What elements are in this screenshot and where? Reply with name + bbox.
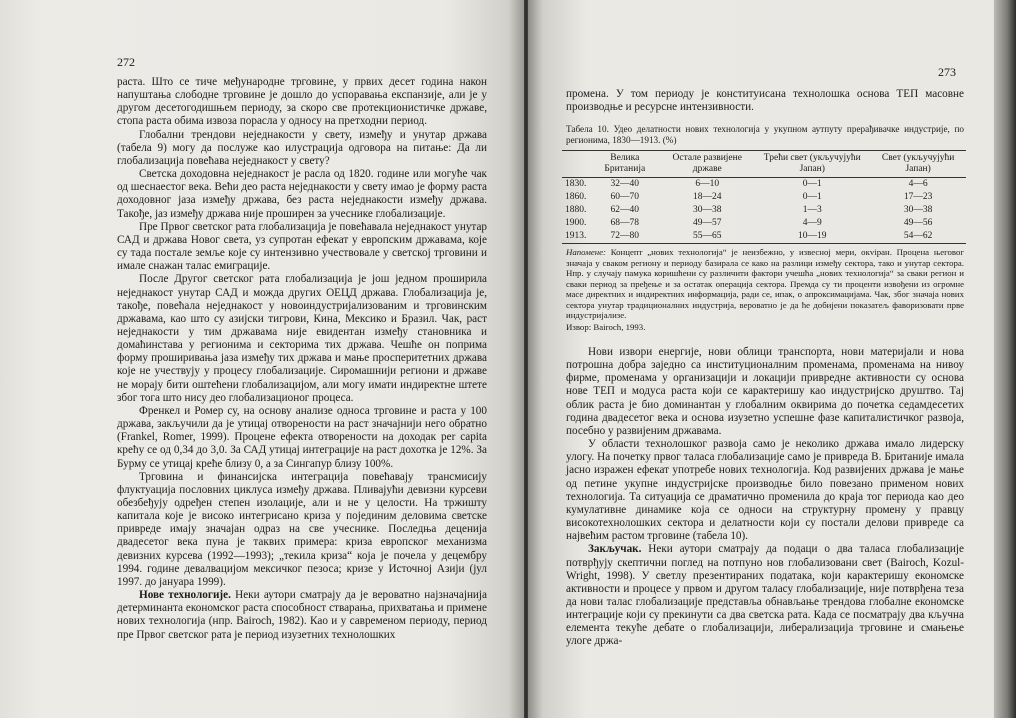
table-cell: 1—3 (802, 205, 822, 215)
table-cell: 0—1 (802, 192, 822, 202)
paragraph-text: Глобални трендови неједнакости у свету, између и унутар држава (табела 9) могу да послуже као илустрација одговора на питање: Да ли глобализација повећава неједнакост у свету? (117, 128, 487, 167)
table-cell: 49—56 (903, 218, 933, 228)
paragraph: промена. У том периоду је конституисана технолошка основа ТЕП масовне производње и ресурсне интензивности. (566, 88, 964, 114)
row-year: 1900. (565, 218, 587, 228)
paragraph-text: Френкел и Ромер су, на основу анализе односа трговине и раста у 100 држава, закључили да је утицај отворености на раст значајнији него обратно (Frankel, Romer, 1999). Процене ефекта отворености на доходак per capita крећу се од 0,34 до 3,0. За САД утицај интеграције на раст дохотка је 12%. За Бурму се утицај креће близу 0, а за Сингапур близу 100%. (117, 404, 487, 470)
section-heading: Нове технологије. (139, 589, 231, 602)
page-edge (994, 0, 1016, 718)
paragraph-text: Неки аутори сматрају да је вероватно најзначајнија детерминанта економског раста способност стварања, прихватања и примене нових технологија (нпр. Bairoch, 1982). Као и у савременом периоду, период пре Првог светског рата је период изузетних технолошких (117, 589, 487, 641)
table-cell: 6—10 (695, 179, 720, 189)
column-header: Трећи свет (укључујући Јапан) (754, 151, 870, 178)
table-cell: 10—19 (754, 230, 870, 244)
paragraph (117, 76, 487, 129)
right-page-body (566, 346, 964, 649)
table-row (562, 191, 966, 204)
table-cell: 62—40 (610, 205, 640, 215)
paragraph-text: У области технолошког развоја само је неколико држава имало лидерску улогу. На почетку првог таласа глобализације само је привреда В. Британије имала јасно изражен ефекат употребе нових технологија. Код развијених држава је мање од петине укупне индустријске производње било повезано применом нових технологија. Та ситуација се драматично променила до краја тог периода као део кумулативне динамике која се односи на структурну промену у правцу високотехнолошких сектора и делатности који су постали делови привреде са највећим растом трговине (табела 10). (566, 438, 964, 543)
row-year: 1880. (565, 205, 587, 215)
table-source: Извор: Bairoch, 1993. (566, 322, 646, 332)
paragraph (566, 543, 964, 648)
table-cell: 72—80 (589, 230, 660, 244)
table-body (562, 178, 966, 244)
column-header (562, 151, 589, 178)
paragraph-text: После Другог светског рата глобализација је још једном проширила неједнакост унутар САД и можда других ОЕЦД држава. Глобализација је, такође, повећала неједнакост у новоиндустријализованим и трговинским државама, као што су азијски тигрови, Кина, Мексико и Бразил. Чак, раст неједнакости у тим државама није евидентан између становника и домаћинстава у регионима и секторима тих држава. Чешће он поприма форму проширивања јаза између тих држава и мање просперитетних држава које не учествују у процесу глобализације. Сиромашнији региони и државе не морају бити оштећени глобализацијом, али могу имати индиректне штете због тога што нису део глобализационог процеса. (117, 273, 487, 404)
table-header-row (562, 151, 966, 178)
table-caption: Табела 10. Удео делатности нових технологија у укупном аутпуту прерађивачке индустрије, по регионима, 1830—1913. (%) (566, 124, 964, 145)
column-header: Свет (укључујући Јапан) (870, 151, 966, 178)
table-cell: 54—62 (870, 230, 966, 244)
paragraph (117, 471, 487, 589)
table-cell: 4—6 (908, 179, 928, 189)
table-cell: 55—65 (660, 230, 754, 244)
note-label: Напомене: (566, 247, 606, 257)
table-cell: 17—23 (903, 192, 933, 202)
table-row (562, 178, 966, 192)
paragraph-text: раста. Што се тиче међународне трговине, у првих десет година након напуштања слободне трговине је дошло до успоравања експанзије, али је у другом десетогодишњем периоду, за скоро све протекционистичке државе, стопа раста обима извоза порасла у односу на претходни период. (117, 76, 487, 128)
table-cell: 68—78 (610, 218, 640, 228)
paragraph-text: Пре Првог светског рата глобализација је повећавала неједнакост унутар САД и држава Новог света, уз супротан ефекат у европским државама, које су тада постале земље које су интензивно учествовале у светској трговини и имале снажан талас емиграције. (117, 220, 487, 273)
table-row (562, 204, 966, 217)
table-row (562, 217, 966, 230)
paragraph (117, 273, 487, 405)
paragraph (117, 221, 487, 274)
row-year: 1913. (562, 230, 589, 244)
data-table (562, 150, 966, 244)
right-page (528, 0, 1016, 718)
table-cell: 32—40 (610, 179, 640, 189)
page-number: 273 (938, 65, 956, 79)
paragraph (566, 346, 964, 438)
paragraph (117, 168, 487, 221)
column-header: Остале развијене државе (660, 151, 754, 178)
page-number: 272 (117, 55, 135, 69)
column-header: Велика Британија (589, 151, 660, 178)
table-row (562, 230, 966, 244)
paragraph-text: Нови извори енергије, нови облици транспорта, нови материјали и нова потрошна добра заједно са институционалним променама, променама на нивоу фирме, променама у организацији и локацији привредне активности су основа нове ТЕП и модуса раста који се карактеришу као индустријско друштво. Тај облик раста је био доминантан у глобалним оквирима до почетка седамдесетих година двадесетог века и основа изузетно успешне фазе капиталистичког развоја, посебно у развијеним државама. (566, 346, 964, 437)
row-year: 1830. (565, 179, 587, 189)
right-intro-paragraph (566, 88, 964, 114)
paragraph (117, 589, 487, 642)
paragraph (117, 129, 487, 168)
table-cell: 18—24 (692, 192, 722, 202)
table-cell: 0—1 (802, 179, 822, 189)
paragraph-text: Неки аутори сматрају да подаци о два таласа глобализације потврђују скептични поглед на потпуно нов глобализовани свет (Bairoch, Kozul-Wright, 1998). У светлу презентираних података, који карактеришу економске активности и процесе у првом и другом таласу глобализације, није потврђена теза да нови талас глобализације представља обнављање трендова глобалне економске интеграције који су прекинути са два светска рата. Када се посматрају два кључна елемента текуће дебате о глобализацији, либерализација трговине и смањење улоге држа- (566, 543, 964, 648)
table-cell: 49—57 (692, 218, 722, 228)
table-cell: 60—70 (610, 192, 640, 202)
paragraph (117, 405, 487, 471)
section-heading: Закључак. (588, 543, 642, 556)
paragraph-text: Трговина и финансијска интеграција повећавају трансмисију флуктуација пословних циклуса између држава. Пливајући девизни курсеви обезбеђују одређен степен изолације, али и не у целости. На тржишту капитала које је високо интегрисано криза у појединим деловима светске привреде имају значајан одраз на све учеснике. Последња деценија двадесетог века пуна је таквих примера: криза европског механизма девизних курсева (1992—1993); „текила криза“ која је почела у децембру 1994. године девалвацијом мексичког пезоса; кризе у Источној Азији (јул 1997. до јануара 1999). (117, 470, 487, 588)
row-year: 1860. (565, 192, 587, 202)
table-cell: 4—9 (802, 218, 822, 228)
table-cell: 30—38 (692, 205, 722, 215)
table-cell: 30—38 (903, 205, 933, 215)
table-note (566, 247, 964, 321)
left-page-body (117, 76, 487, 642)
note-text: Концепт „нових технологија“ је неизбежно, у извесној мери, окviран. Процена његовог значаја у сваком региону и периоду базирала се како на разлици између сектора, тако и унутар сектора. Нпр. у случају памука коришћени су различити фактори учешћа „нових технологија“ за сваки регион и сваки период за пређење и за остатак операција сектора. Премда су ти проценти извођени из огромне масе директних и индиректних информација, ради се, ипак, о апроксимацијама. Чак, због значаја нових сектора унутар традиционалних индустрија, вероватно је да ће добијени показатељ фаворизовати прве индустријализе. (566, 247, 964, 320)
paragraph (566, 438, 964, 543)
paragraph-text: Светска доходовна неједнакост је расла од 1820. године или могуће чак од шеснаестог века. Већи део раста неједнакости у свету имао је форму раста доходовног јаза између држава, без раста неједнакости између држава. Такође, јаз између држава није проширен за учеснике глобализације. (117, 168, 487, 220)
